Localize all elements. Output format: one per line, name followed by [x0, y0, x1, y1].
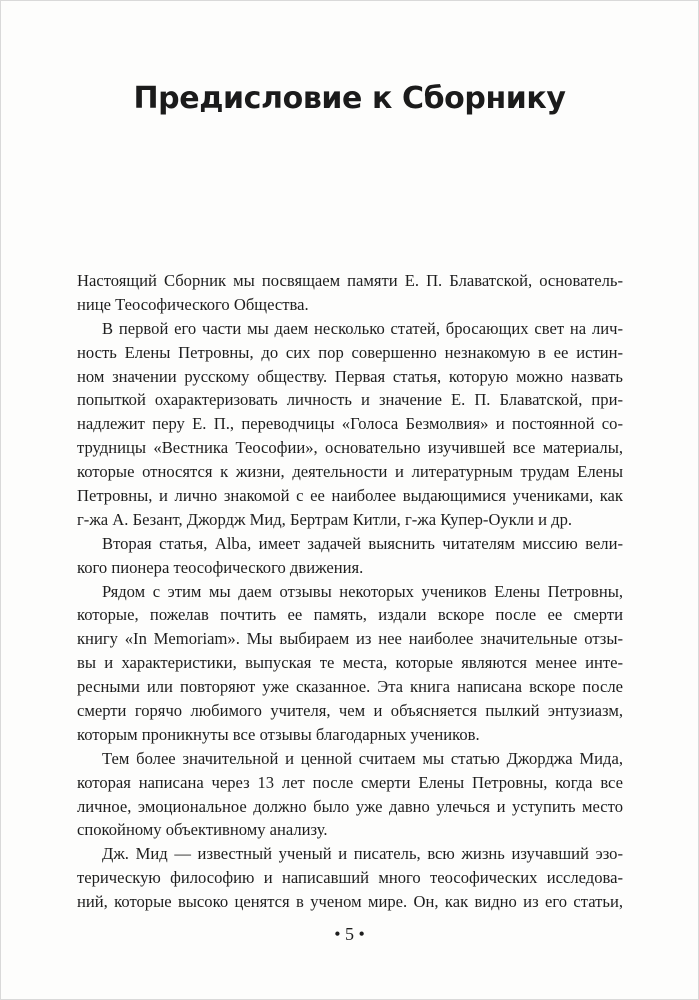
book-page — [1, 1, 698, 999]
text-line: Рядом с этим мы даем отзывы некоторых учеников Елены Петровны, — [102, 581, 623, 601]
text-line: книгу «In Memoriam». Мы выбираем из нее наиболее значительные отзы- — [77, 629, 623, 649]
page-number: • 5 • — [334, 924, 365, 944]
text-line: терическую философию и написавший много теософических исследова- — [77, 868, 623, 888]
text-line: попыткой охарактеризовать личность и значение Е. П. Блаватской, при- — [77, 390, 623, 410]
text-line: Настоящий Сборник мы посвящаем памяти Е. П. Блаватской, основатель- — [77, 271, 623, 290]
text-line: ность Елены Петровны, до сих пор совершенно незнакомую в ее истин- — [77, 342, 623, 362]
text-line: трудницы «Вестника Теософии», основательно изучившей все материалы, — [77, 438, 623, 458]
text-line: ний, которые высоко ценятся в ученом мире. Он, как видно из его статьи, — [77, 892, 623, 912]
text-line: Дж. Мид — известный ученый и писатель, всю жизнь изучавший эзо- — [102, 844, 623, 864]
text-line: Вторая статья, Alba, имеет задачей выяснить читателям миссию вели- — [102, 533, 623, 553]
text-line: которая написана через 13 лет после смерти Елены Петровны, когда все — [77, 772, 623, 792]
text-line: которые относятся к жизни, деятельности и литературным трудам Елены — [77, 462, 623, 482]
text-line: Тем более значительной и ценной считаем мы статью Джорджа Мида, — [102, 748, 623, 768]
text-line: смерти горячо любимого учителя, чем и объясняется пылкий энтузиазм, — [77, 701, 623, 721]
text-line: ном значении русскому обществу. Первая статья, которую можно назвать — [77, 366, 623, 386]
text-line: личное, эмоциональное должно было уже давно улечься и уступить место — [77, 796, 623, 816]
text-line: вы и характеристики, выпуская те места, которые являются менее инте- — [77, 653, 623, 673]
text-line: которым проникнуты все отзывы благодарных учеников. — [77, 724, 480, 744]
page-title: Предисловие к Сборнику — [133, 81, 566, 116]
text-line: надлежит перу Е. П., переводчицы «Голоса Безмолвия» и постоянной со- — [77, 414, 623, 434]
text-line: кого пионера теософического движения. — [77, 557, 364, 577]
text-line: спокойному объективному анализу. — [77, 820, 328, 840]
text-line: В первой его части мы даем несколько статей, бросающих свет на лич- — [102, 318, 623, 338]
body-text — [77, 269, 623, 914]
text-line: нице Теософического Общества. — [77, 294, 309, 314]
text-line: ресными или повторяют уже сказанное. Эта книга написана вскоре после — [77, 677, 623, 697]
text-line: которые, пожелав почтить ее память, издали вскоре после ее смерти — [77, 605, 623, 625]
text-line: г-жа А. Безант, Джордж Мид, Бертрам Китли, г-жа Купер-Оукли и др. — [77, 509, 573, 529]
text-line: Петровны, и лично знакомой с ее наиболее выдающимися учениками, как — [77, 486, 623, 506]
